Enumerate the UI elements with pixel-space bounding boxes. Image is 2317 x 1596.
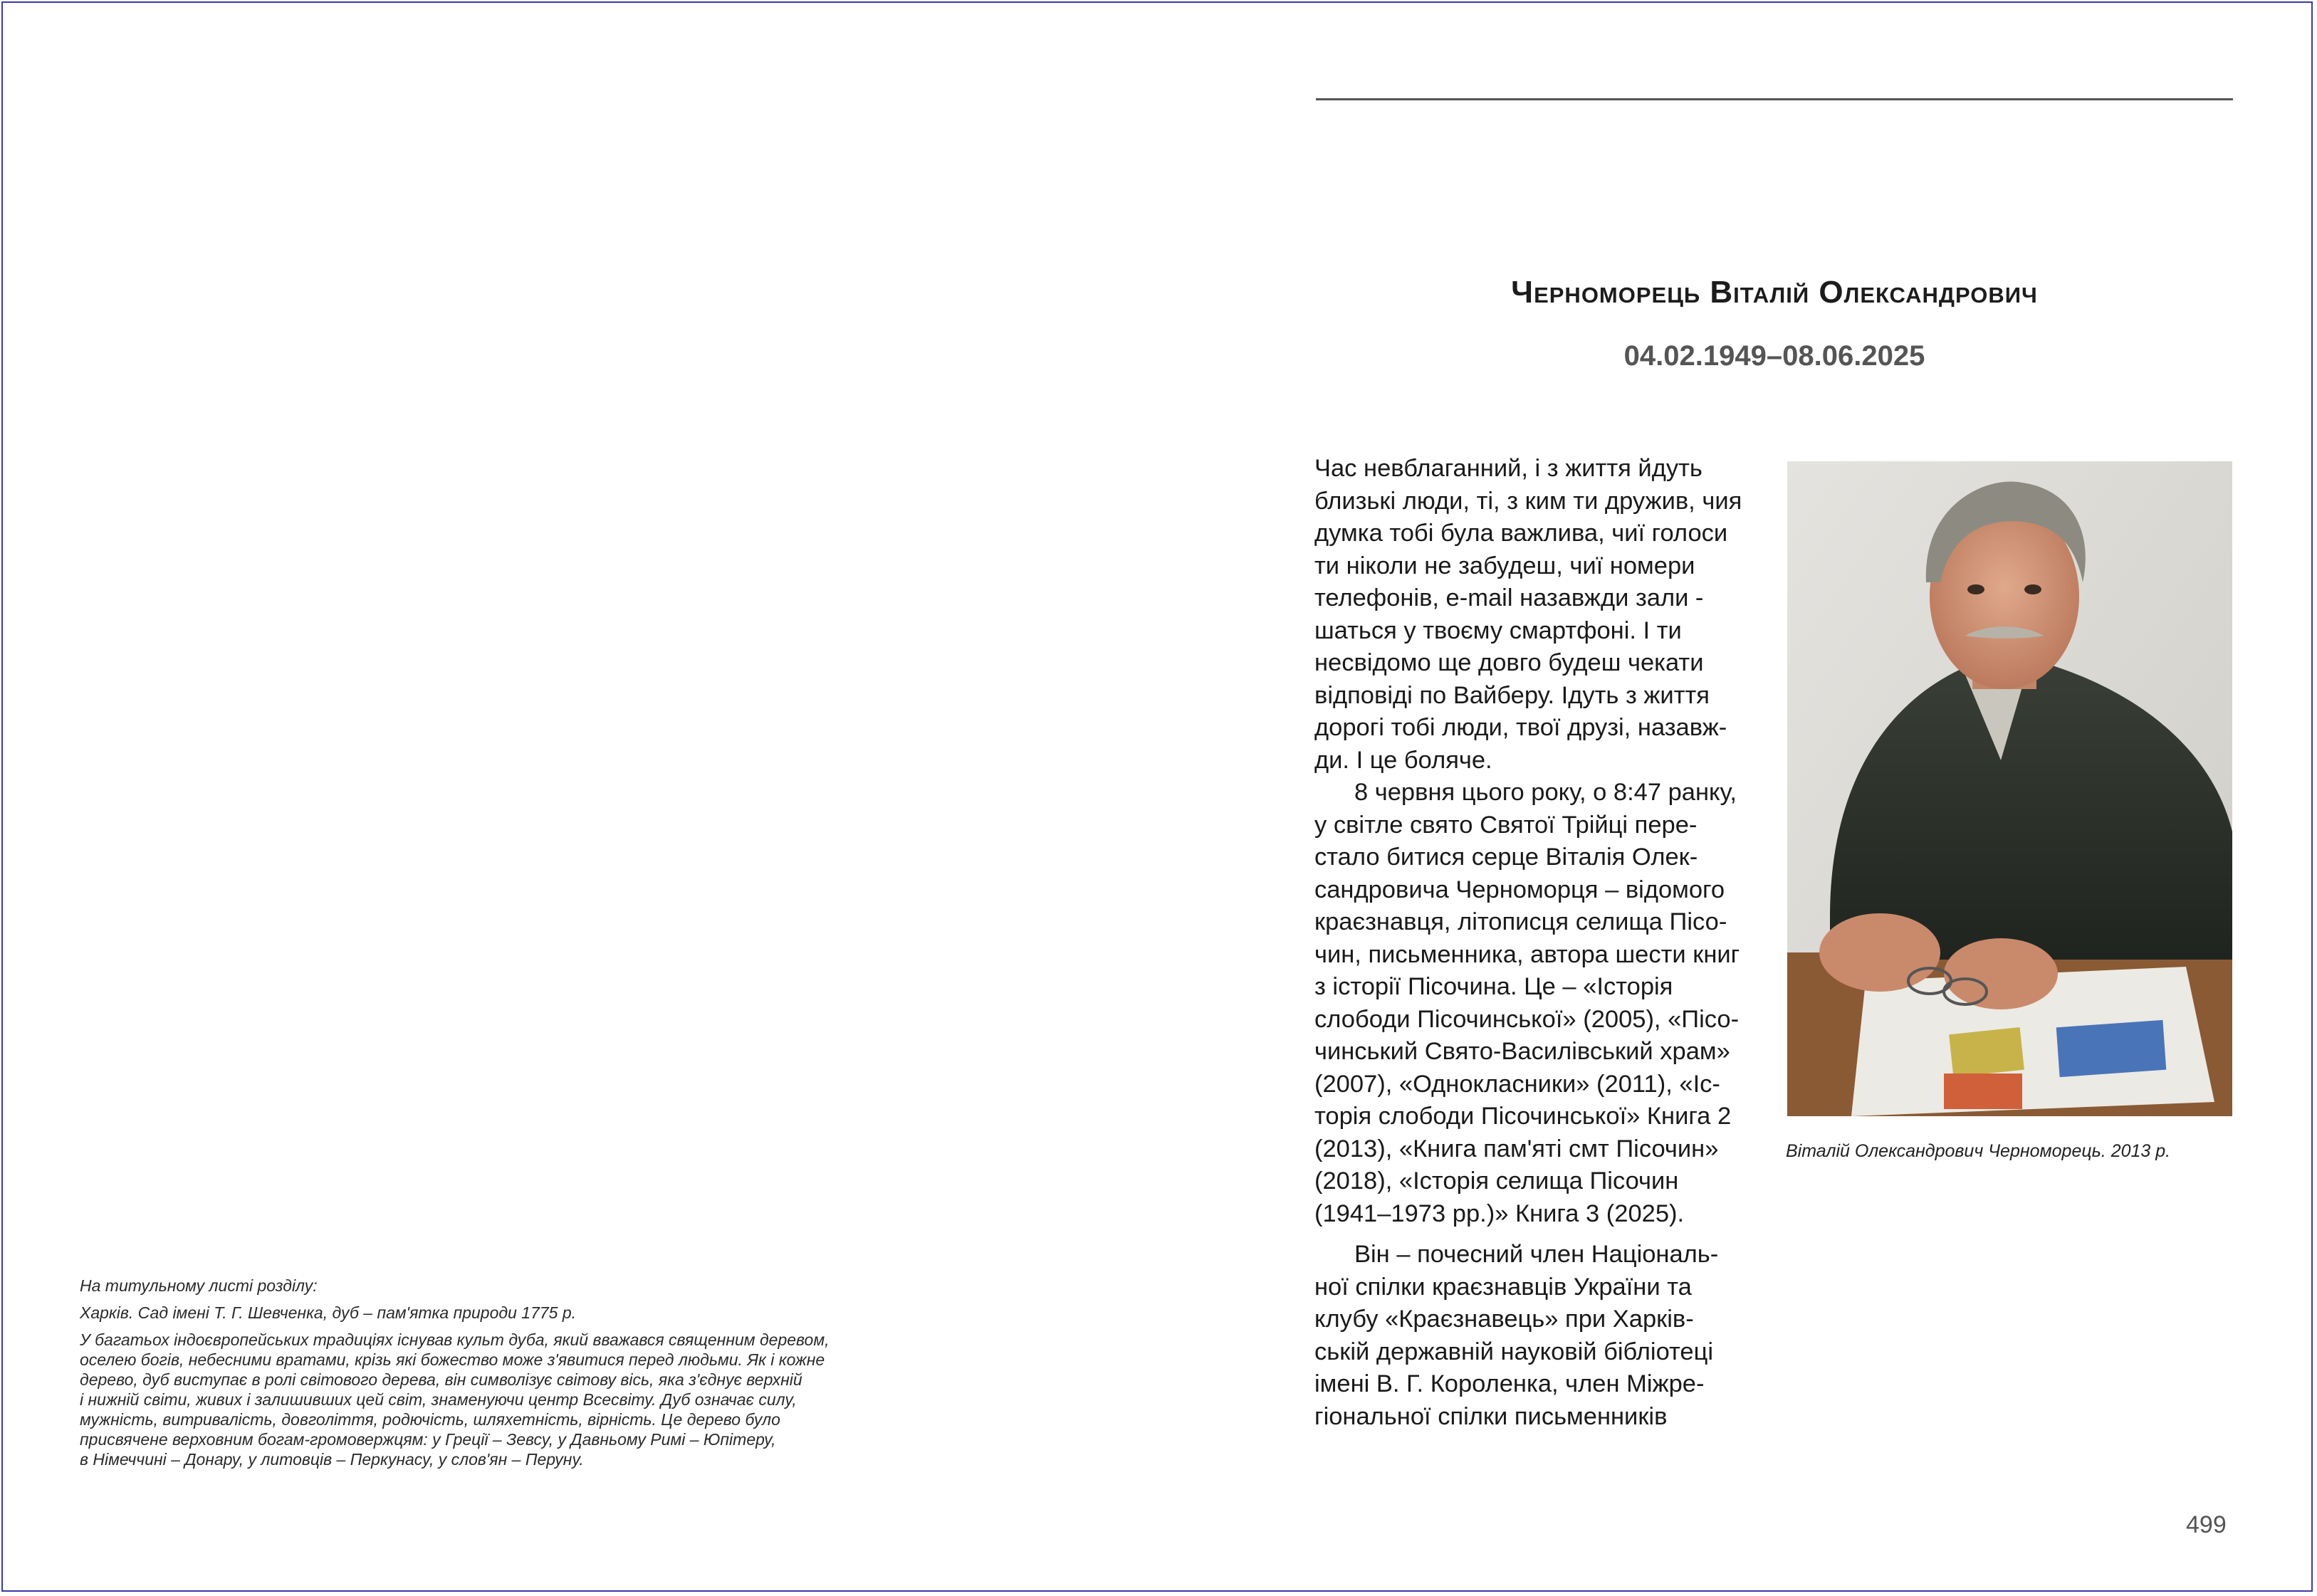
text-line: ди. І це боляче. (1314, 746, 1492, 774)
text-line: Він – почесний член Національ- (1354, 1241, 1719, 1268)
text-line: чинський Свято-Василівський храм» (1314, 1038, 1730, 1065)
text-line: імені В. Г. Короленка, член Міжре- (1314, 1370, 1705, 1397)
caption-body (80, 1330, 970, 1469)
caption-line: мужність, витривалість, довголіття, родючість, шляхетність, вірність. Це дерево було (80, 1410, 780, 1429)
page-number: 499 (2186, 1511, 2227, 1538)
header-rule (1316, 98, 2233, 100)
text-line: несвідомо ще довго будеш чекати (1314, 649, 1704, 676)
caption-title: На титульному листі розділу: (80, 1276, 318, 1295)
text-line: відповіді по Вайберу. Ідуть з життя (1314, 681, 1710, 709)
text-line: Час невблаганний, і з життя йдуть (1314, 455, 1703, 482)
paragraph-3 (1314, 1239, 1763, 1433)
paragraph-2 (1314, 777, 1763, 1230)
text-line: близькі люди, ті, з ким ти дружив, чия (1314, 487, 1742, 515)
text-line: торія слободи Пісочинської» Книга 2 (1314, 1103, 1732, 1130)
caption-line: У багатьох індоєвропейських традиціях існував культ дуба, який вважався священним деревом, (80, 1330, 830, 1349)
text-line: (1941–1973 рр.)» Книга 3 (2025). (1314, 1199, 1685, 1227)
paragraph-1 (1314, 453, 1763, 777)
text-line: дорогі тобі люди, твої друзі, назавж- (1314, 714, 1727, 741)
text-line: телефонів, e-mail назавжди зали - (1314, 584, 1704, 611)
text-line: шаться у твоєму смартфоні. І ти (1314, 616, 1682, 644)
caption-line: оселею богів, небесними вратами, крізь які божество може з'явитися перед людьми. Як і кожне (80, 1350, 825, 1369)
text-line: ної спілки краєзнавців України та (1314, 1273, 1692, 1301)
caption-line: присвячене верховним богам-громовержцям: у Греції – Зевсу, у Давньому Римі – Юпітеру, (80, 1430, 776, 1449)
text-line: стало битися серце Віталія Олек- (1314, 844, 1698, 871)
text-line: з історії Пісочина. Це – «Історія (1314, 973, 1673, 1000)
caption-line: і нижній світи, живих і залишивших цей світ, знаменуючи центр Всесвіту. Дуб означає силу, (80, 1390, 797, 1409)
text-line: сандровича Черноморця – відомого (1314, 876, 1725, 903)
portrait-photo (1787, 461, 2232, 1116)
text-line: (2018), «Історія селища Пісочин (1314, 1167, 1679, 1195)
text-line: краєзнавця, літописця селища Пісо- (1314, 908, 1727, 935)
biography-text (1314, 453, 1763, 1433)
text-line: ській державній науковій бібліотеці (1314, 1338, 1714, 1365)
text-line: (2013), «Книга пам'яті смт Пісочин» (1314, 1135, 1719, 1162)
text-line: думка тобі була важлива, чиї голоси (1314, 520, 1728, 547)
caption-line: дерево, дуб виступає в ролі світового дерева, він символізує світову вісь, яка з'єднує верхній (80, 1370, 802, 1389)
left-page-caption (80, 1276, 970, 1469)
text-line: клубу «Краєзнавець» при Харків- (1314, 1306, 1694, 1333)
text-line: чин, письменника, автора шести книг (1314, 940, 1740, 968)
person-name: Черноморець Віталій Олександрович (1511, 275, 2038, 310)
text-line: (2007), «Однокласники» (2011), «Іс- (1314, 1070, 1720, 1098)
text-line: гіональної спілки письменників (1314, 1402, 1668, 1430)
photo-caption: Віталій Олександрович Черноморець. 2013 р. (1786, 1141, 2171, 1161)
paragraph-gap (1314, 1230, 1763, 1239)
text-line: слободи Пісочинської» (2005), «Пісо- (1314, 1005, 1740, 1033)
caption-line: в Німеччині – Донару, у литовців – Перкунасу, у слов'ян – Перуну. (80, 1450, 584, 1469)
text-line: у світле свято Святої Трійці пере- (1314, 811, 1698, 839)
text-line: 8 червня цього року, о 8:47 ранку, (1354, 779, 1737, 806)
text-line: ти ніколи не забудеш, чиї номери (1314, 552, 1695, 579)
life-dates: 04.02.1949–08.06.2025 (1623, 340, 1925, 372)
caption-place: Харків. Сад імені Т. Г. Шевченка, дуб – пам'ятка природи 1775 р. (80, 1303, 577, 1322)
